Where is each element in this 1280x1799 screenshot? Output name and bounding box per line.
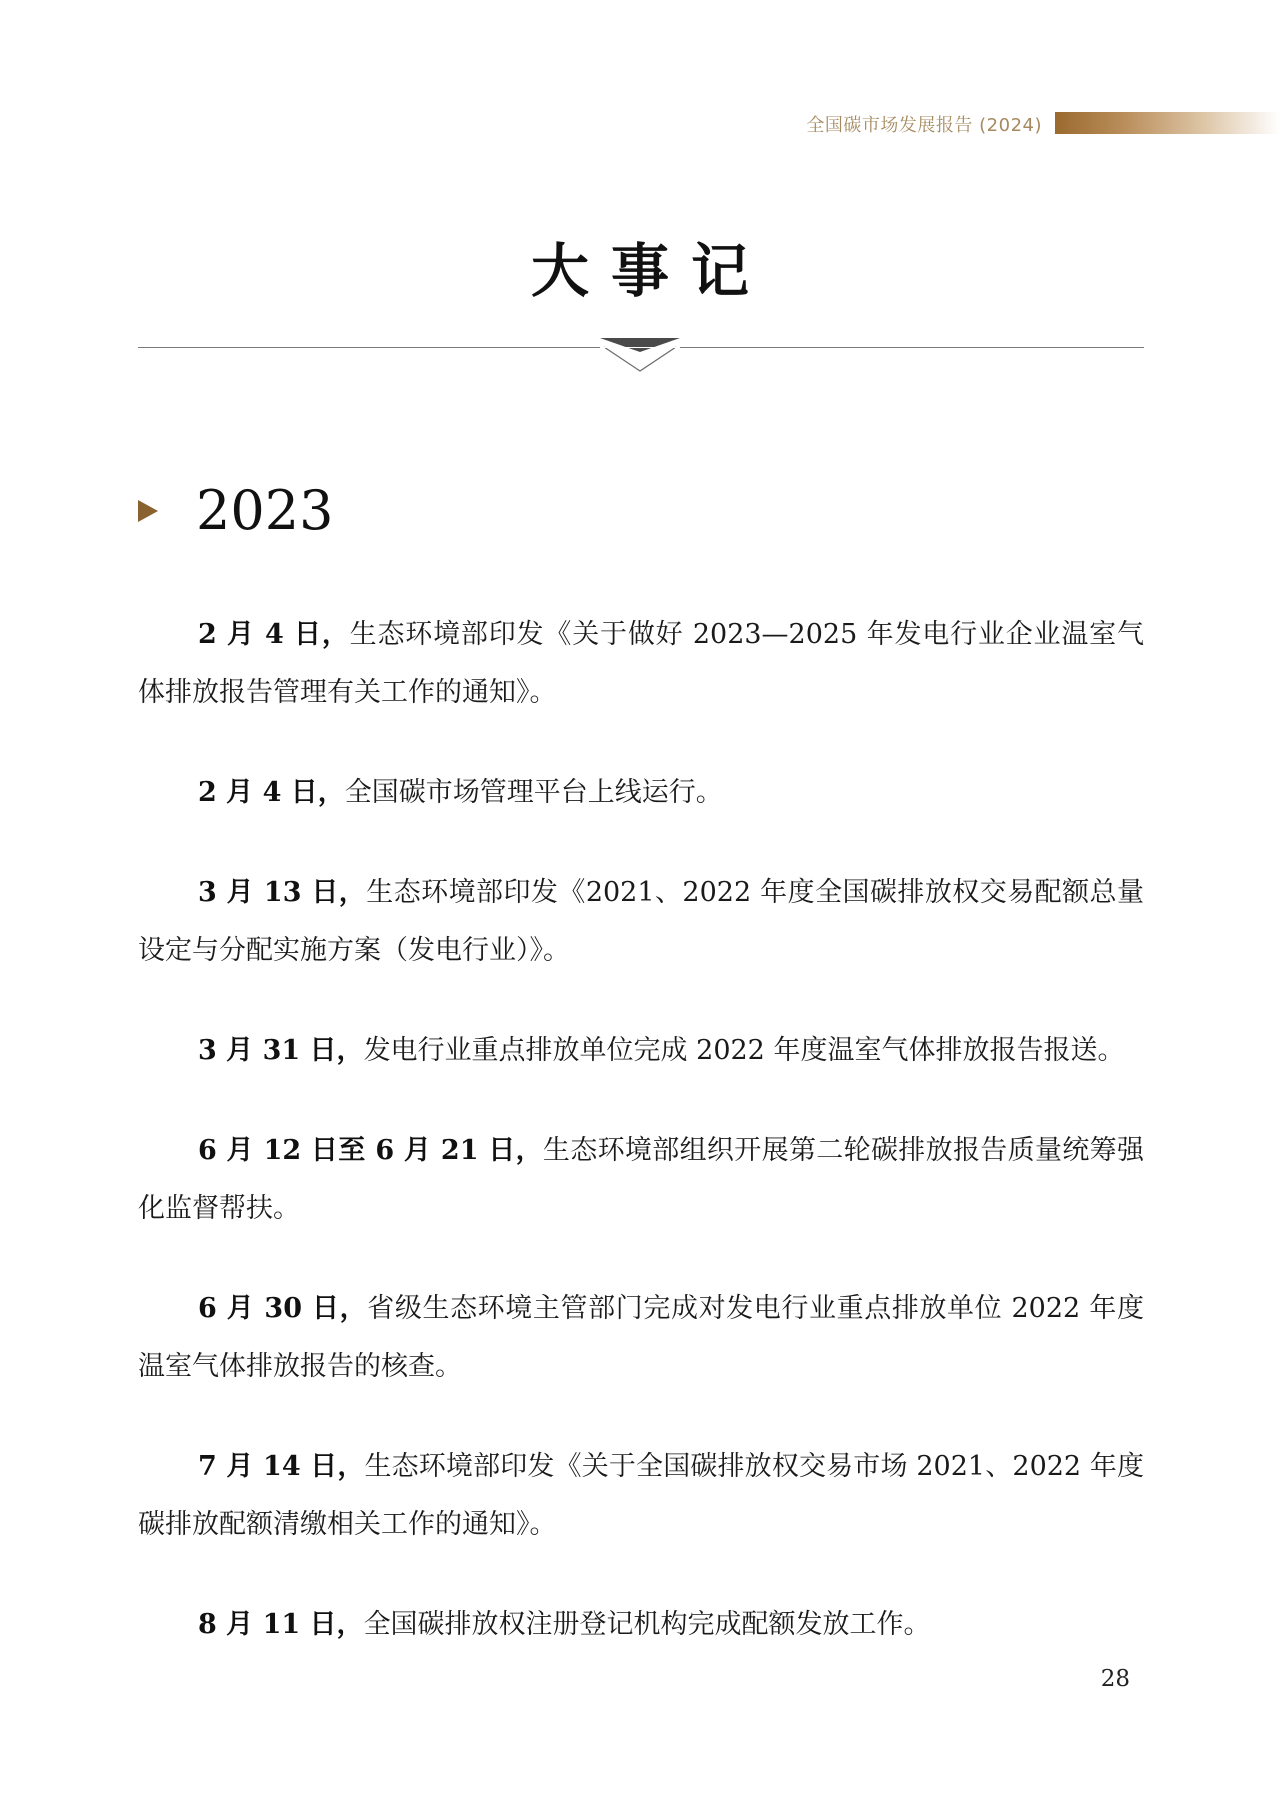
event-item xyxy=(138,1022,1144,1080)
event-date: 6 月 12 日至 6 月 21 日， xyxy=(198,1135,543,1166)
year-heading xyxy=(138,481,333,541)
event-date: 3 月 31 日， xyxy=(198,1035,364,1066)
event-date: 7 月 14 日， xyxy=(198,1451,365,1482)
event-text: 全国碳市场管理平台上线运行。 xyxy=(344,777,723,808)
event-text: 生态环境部印发《关于全国碳排放权交易市场 2021、2022 年度碳排放配额清缴相关工作的通知》。 xyxy=(138,1451,1144,1540)
event-date: 2 月 4 日， xyxy=(198,619,350,650)
event-list xyxy=(138,606,1144,1696)
triangle-right-icon xyxy=(138,500,158,522)
event-text: 生态环境部印发《关于做好 2023—2025 年发电行业企业温室气体排放报告管理有关工作的通知》。 xyxy=(138,619,1144,708)
report-header-title: 全国碳市场发展报告 (2024) xyxy=(806,115,1042,136)
event-item xyxy=(138,1438,1144,1554)
event-item xyxy=(138,606,1144,722)
event-date: 2 月 4 日， xyxy=(198,777,345,808)
event-item xyxy=(138,1280,1144,1396)
year-label: 2023 xyxy=(196,479,334,542)
event-item xyxy=(138,764,1144,822)
event-text: 发电行业重点排放单位完成 2022 年度温室气体排放报告报送。 xyxy=(363,1035,1125,1066)
event-date: 8 月 11 日， xyxy=(198,1609,364,1640)
page-number: 28 xyxy=(1100,1666,1130,1692)
event-item xyxy=(138,1596,1144,1654)
page-title: 大事记 xyxy=(530,237,771,305)
divider-notch-icon xyxy=(600,338,680,372)
event-item xyxy=(138,1122,1144,1238)
event-text: 生态环境部组织开展第二轮碳排放报告质量统筹强化监督帮扶。 xyxy=(138,1135,1144,1224)
event-date: 3 月 13 日， xyxy=(198,877,367,908)
event-text: 省级生态环境主管部门完成对发电行业重点排放单位 2022 年度温室气体排放报告的核查。 xyxy=(138,1293,1144,1382)
event-item xyxy=(138,864,1144,980)
event-text: 全国碳排放权注册登记机构完成配额发放工作。 xyxy=(363,1609,931,1640)
event-text: 生态环境部印发《2021、2022 年度全国碳排放权交易配额总量设定与分配实施方案（发电行业）》。 xyxy=(138,877,1144,966)
header-accent-bar xyxy=(1055,112,1280,134)
event-date: 6 月 30 日， xyxy=(198,1293,368,1324)
